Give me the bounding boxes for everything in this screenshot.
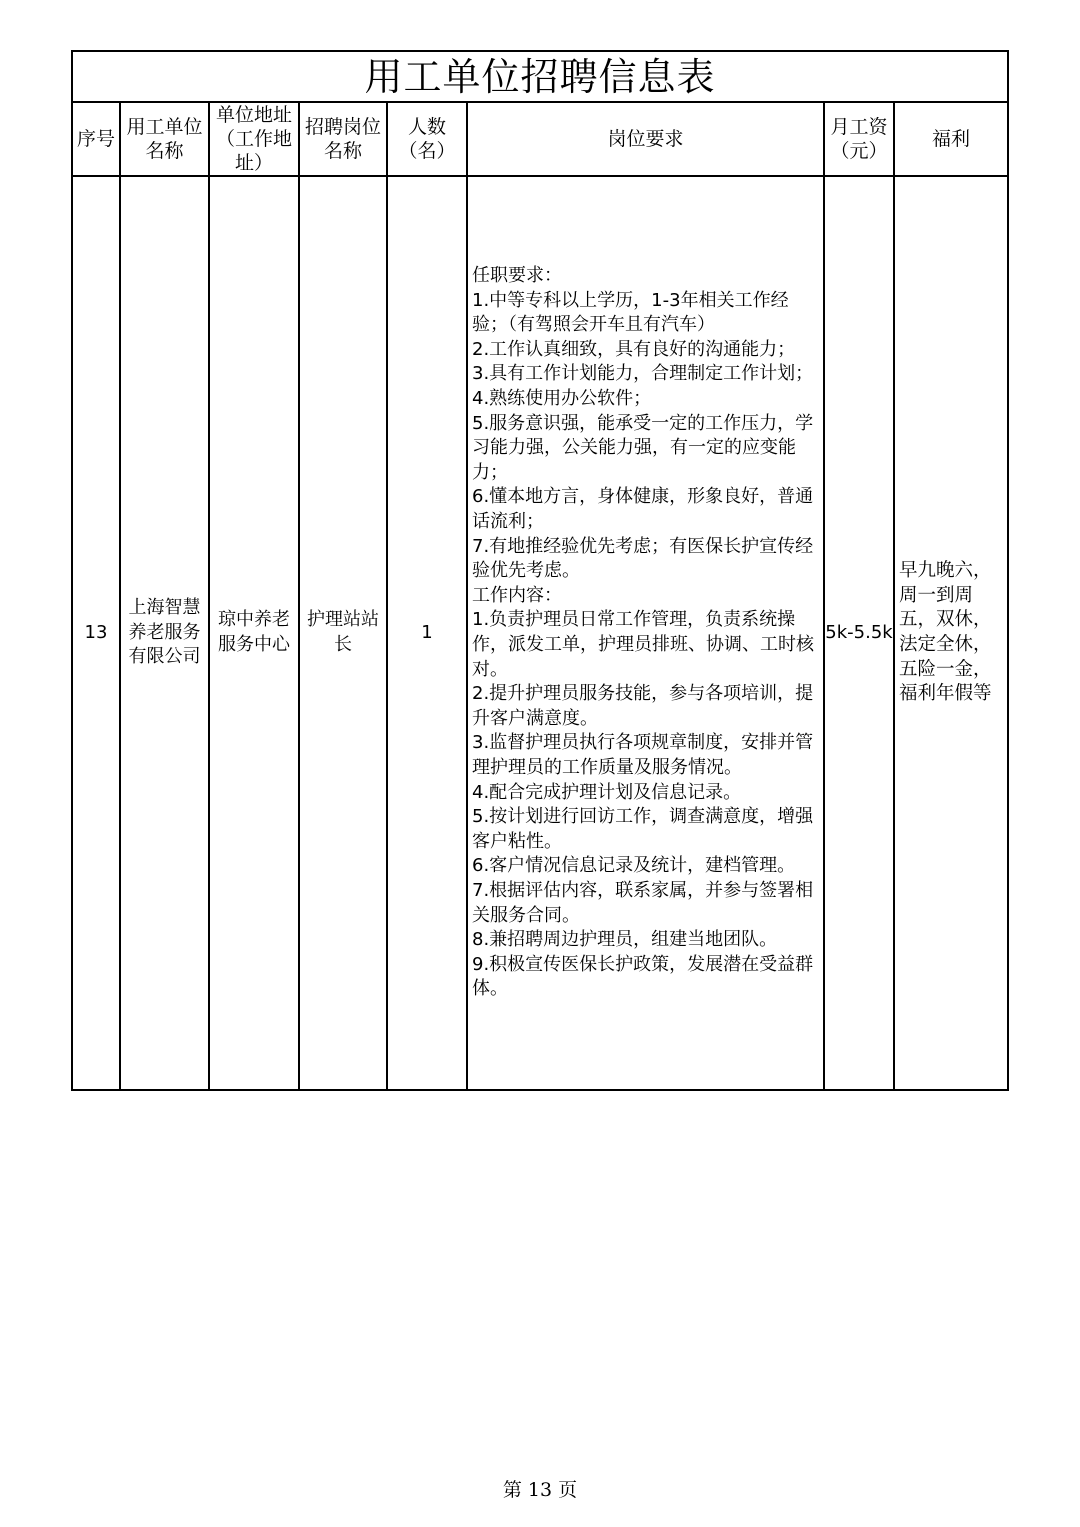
header-company: 用工单位名称	[120, 102, 209, 176]
requirement-line: 2.工作认真细致，具有良好的沟通能力；	[472, 338, 796, 360]
recruitment-table	[71, 50, 1009, 1091]
requirement-line: 3.监督护理员执行各项规章制度，安排并管理护理员的工作质量及服务情况。	[472, 732, 814, 778]
requirement-line: 4.熟练使用办公软件；	[472, 388, 652, 410]
cell-position: 护理站站长	[299, 176, 387, 1090]
header-benefits: 福利	[894, 102, 1008, 176]
cell-address: 琼中养老服务中心	[209, 176, 299, 1090]
requirement-line: 任职要求：	[472, 265, 562, 287]
header-position: 招聘岗位名称	[299, 102, 387, 176]
table-row	[72, 176, 1008, 1090]
header-address: 单位地址（工作地址）	[209, 102, 299, 176]
cell-salary: 5k-5.5k	[824, 176, 894, 1090]
table-title: 用工单位招聘信息表	[72, 51, 1008, 102]
header-requirements: 岗位要求	[467, 102, 824, 176]
requirement-line: 3.具有工作计划能力，合理制定工作计划；	[472, 363, 814, 385]
requirement-line: 6.懂本地方言，身体健康，形象良好，普通话流利；	[472, 486, 814, 533]
header-count: 人数（名）	[387, 102, 467, 176]
header-salary: 月工资（元）	[824, 102, 894, 176]
cell-benefits: 早九晚六，周一到周五，双休，法定全休，五险一金，福利年假等	[894, 176, 1008, 1090]
requirement-line: 1.负责护理员日常工作管理，负责系统操作，派发工单，护理员排班、协调、工时核对。	[472, 609, 814, 680]
cell-requirements	[467, 176, 824, 1090]
cell-index: 13	[72, 176, 120, 1090]
requirement-line: 4.配合完成护理计划及信息记录。	[472, 781, 742, 803]
cell-company: 上海智慧养老服务有限公司	[120, 176, 209, 1090]
cell-count: 1	[387, 176, 467, 1090]
requirement-line: 2.提升护理员服务技能，参与各项培训，提升客户满意度。	[472, 683, 814, 729]
header-index: 序号	[72, 102, 120, 176]
requirement-line: 6.客户情况信息记录及统计，建档管理。	[472, 855, 796, 877]
requirement-line: 9.积极宣传医保长护政策，发展潜在受益群体。	[472, 953, 814, 1000]
requirement-line: 5.服务意识强，能承受一定的工作压力，学习能力强，公关能力强，有一定的应变能力；	[472, 412, 814, 483]
requirement-line: 7.根据评估内容，联系家属，并参与签署相关服务合同。	[472, 879, 814, 926]
requirement-line: 8.兼招聘周边护理员，组建当地团队。	[472, 929, 778, 951]
requirement-line: 7.有地推经验优先考虑；有医保长护宣传经验优先考虑。	[472, 535, 814, 582]
requirement-line: 1.中等专科以上学历，1-3年相关工作经验；（有驾照会开车且有汽车）	[472, 289, 789, 336]
requirement-line: 工作内容：	[472, 584, 562, 606]
header-row	[72, 102, 1008, 176]
requirement-line: 5.按计划进行回访工作，调查满意度，增强客户粘性。	[472, 806, 814, 852]
page-number: 第 13 页	[502, 1479, 578, 1501]
